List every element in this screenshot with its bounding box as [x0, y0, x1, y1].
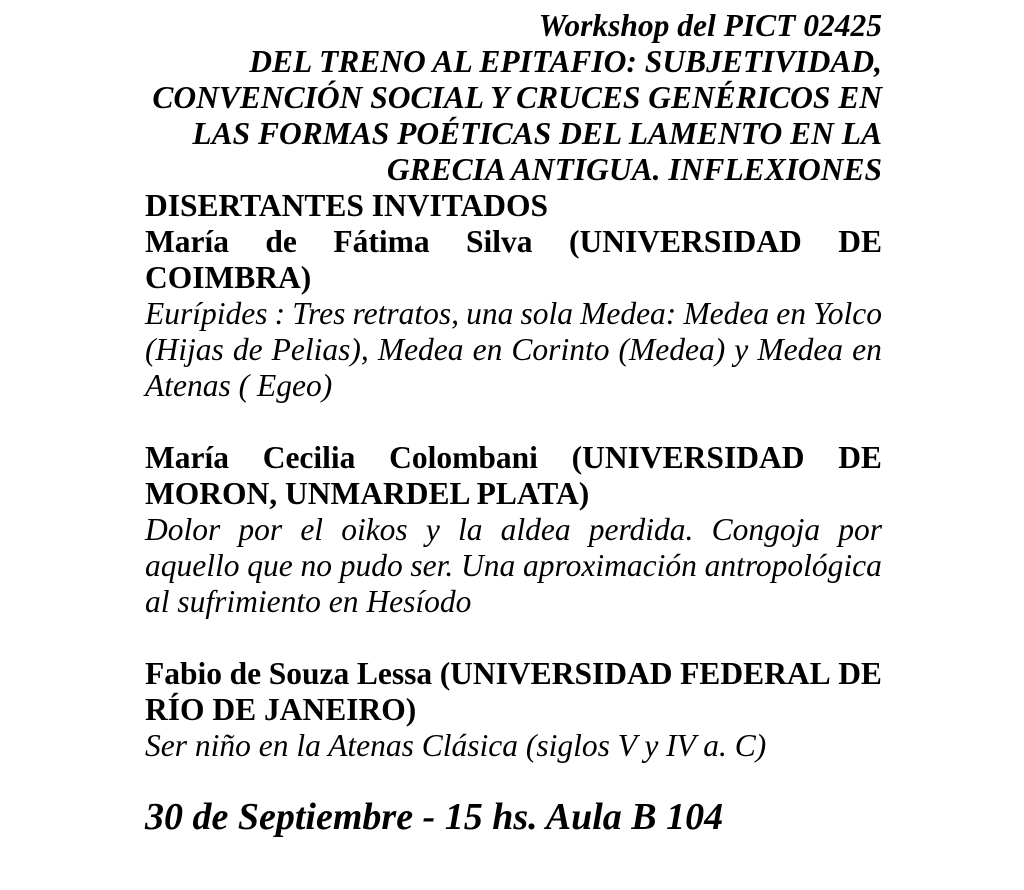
word: en [472, 332, 503, 367]
word: de [229, 656, 262, 691]
speaker-name-block [145, 224, 882, 296]
word: y [734, 332, 749, 367]
word: Souza [268, 656, 350, 691]
word: por [238, 512, 283, 547]
speaker-section-1 [145, 224, 882, 404]
word: Colombani [389, 440, 538, 475]
word: perdida. [588, 512, 694, 547]
word: Medea [377, 332, 464, 367]
speaker-name-line [145, 440, 882, 476]
talk-title-line: Atenas ( Egeo) [145, 368, 333, 403]
word: por [838, 512, 882, 547]
speaker-name-line: RÍO DE JANEIRO) [145, 692, 417, 727]
workshop-title-line: Workshop del PICT 02425 [538, 8, 882, 43]
word: en [852, 332, 882, 367]
word: Tres [292, 296, 346, 331]
word: que [247, 548, 293, 583]
word: antropológica [704, 548, 882, 583]
speaker-name-line [145, 224, 882, 260]
word: una [466, 296, 514, 331]
word: Fátima [333, 224, 430, 259]
word: (Hijas [145, 332, 224, 367]
word: aldea [500, 512, 571, 547]
speaker-section-3 [145, 656, 882, 764]
workshop-title-line: LAS FORMAS POÉTICAS DEL LAMENTO EN LA [192, 116, 882, 151]
talk-title-line: Ser niño en la Atenas Clásica (siglos V y IV a. C) [145, 728, 767, 763]
speaker-section-2 [145, 440, 882, 620]
word: : [274, 296, 286, 331]
word: en [776, 296, 806, 331]
word: (UNIVERSIDAD [568, 224, 802, 259]
section-heading: DISERTANTES INVITADOS [145, 188, 548, 223]
workshop-title-line: CONVENCIÓN SOCIAL Y CRUCES GENÉRICOS EN [152, 80, 882, 115]
word: María [145, 440, 229, 475]
talk-title-block [145, 728, 882, 764]
talk-title-line [145, 512, 882, 548]
speaker-name-line [145, 656, 882, 692]
word: y [425, 512, 440, 547]
talk-title-block [145, 296, 882, 404]
word: aquello [145, 548, 240, 583]
word: Medea: [580, 296, 677, 331]
word: la [457, 512, 483, 547]
word: de [232, 332, 263, 367]
word: (UNIVERSIDAD [439, 656, 673, 691]
word: el [300, 512, 324, 547]
workshop-title-line: DEL TRENO AL EPITAFIO: SUBJETIVIDAD, [249, 44, 882, 79]
word: Congoja [711, 512, 821, 547]
talk-title-line [145, 296, 882, 332]
word: Fabio [145, 656, 223, 691]
word: FEDERAL [680, 656, 831, 691]
word: sola [520, 296, 573, 331]
word: Yolco [813, 296, 882, 331]
word: DE [838, 224, 882, 259]
word: Medea [757, 332, 844, 367]
word: retratos, [352, 296, 459, 331]
word: Medea [683, 296, 770, 331]
speaker-name-block [145, 656, 882, 728]
speaker-name-line: COIMBRA) [145, 260, 312, 295]
talk-title-block [145, 512, 882, 620]
word: (UNIVERSIDAD [571, 440, 805, 475]
talk-title-line [145, 548, 882, 584]
word: aproximación [523, 548, 697, 583]
word: Dolor [145, 512, 221, 547]
word: (Medea) [618, 332, 726, 367]
word: Silva [466, 224, 533, 259]
speaker-name-block [145, 440, 882, 512]
talk-title-line [145, 332, 882, 368]
document-page [145, 8, 882, 840]
workshop-title-block [145, 8, 882, 188]
workshop-title-line: GRECIA ANTIGUA. INFLEXIONES [386, 152, 882, 187]
word: Corinto [511, 332, 610, 367]
word: DE [838, 656, 882, 691]
word: Una [461, 548, 516, 583]
word: Pelias), [271, 332, 369, 367]
word: oikos [341, 512, 408, 547]
word: de [265, 224, 297, 259]
word: pudo [339, 548, 403, 583]
word: Eurípides [145, 296, 268, 331]
word: Cecilia [262, 440, 356, 475]
word: no [300, 548, 332, 583]
word: Lessa [356, 656, 433, 691]
speaker-name-line: MORON, UNMARDEL PLATA) [145, 476, 590, 511]
word: DE [838, 440, 882, 475]
event-date-location: 30 de Septiembre - 15 hs. Aula B 104 [145, 796, 724, 838]
talk-title-line: al sufrimiento en Hesíodo [145, 584, 472, 619]
word: ser. [410, 548, 454, 583]
word: María [145, 224, 229, 259]
